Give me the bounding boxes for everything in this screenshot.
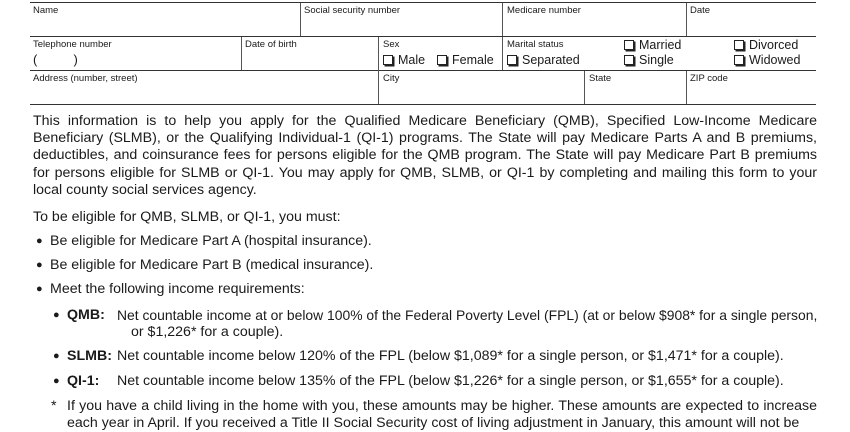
slmb-term: SLMB: xyxy=(67,348,112,364)
bullet-income: Meet the following income requirements: xyxy=(50,281,305,297)
divider xyxy=(686,3,687,36)
marital-single-label: Single xyxy=(639,53,674,67)
bullet-dot-icon: ● xyxy=(36,259,43,271)
intro-paragraph: This information is to help you apply for the Qualified Medicare Beneficiary (QMB), Specified Low-Income Medicare Beneficiary (SLMB), or the Qualifying Individual-1 (QI-1) programs. The State will pay Medicare Parts A and B premiums, deductibles, and coinsurance fees for persons eligible for the QMB program. The State will pay Medicare Part B premiums for persons eligible for SLMB or QI-1. You may apply for QMB, SLMB, or QI-1 by completing and mailing this form to your local county social services agency. xyxy=(33,113,817,198)
divider xyxy=(378,37,379,104)
marital-status-label: Marital status xyxy=(507,39,564,50)
bullet-dot-icon: ● xyxy=(36,283,43,295)
sex-female-option[interactable] xyxy=(437,53,494,67)
form-top-rule xyxy=(30,2,816,3)
bullet-dot-icon: ● xyxy=(36,235,43,247)
qi1-term: QI-1: xyxy=(67,373,100,389)
bullet-dot-icon: ● xyxy=(53,375,60,387)
form-row2-rule xyxy=(30,70,816,71)
qmb-text-line1: Net countable income at or below 100% of the Federal Poverty Level (FPL) (at or below $908* for a single person, xyxy=(117,307,818,323)
checkbox-icon[interactable] xyxy=(734,40,744,50)
medicare-number-label: Medicare number xyxy=(507,5,581,16)
ssn-field-label: Social security number xyxy=(304,5,401,16)
area-code-parens: ( ) xyxy=(33,52,78,67)
sex-field-label: Sex xyxy=(383,39,400,50)
form-row1-rule xyxy=(30,36,816,37)
sex-female-label: Female xyxy=(452,53,494,67)
marital-widowed-label: Widowed xyxy=(749,53,801,67)
slmb-text: Net countable income below 120% of the FPL (below $1,089* for a single person, or $1,471* for a couple). xyxy=(117,348,784,364)
footnote-star: * xyxy=(51,398,57,414)
bullet-dot-icon: ● xyxy=(53,350,60,362)
eligibility-intro: To be eligible for QMB, SLMB, or QI-1, you must: xyxy=(33,209,341,225)
address-field-label: Address (number, street) xyxy=(33,73,138,84)
divider xyxy=(686,71,687,104)
marital-separated-label: Separated xyxy=(522,53,580,67)
checkbox-icon[interactable] xyxy=(624,55,634,65)
state-field-label: State xyxy=(589,73,612,84)
marital-widowed-option[interactable] xyxy=(734,53,800,67)
checkbox-icon[interactable] xyxy=(507,55,517,65)
zip-field-label: ZIP code xyxy=(690,73,728,84)
divider xyxy=(502,37,503,70)
qi1-text: Net countable income below 135% of the FPL (below $1,226* for a single person, or $1,655* for a couple). xyxy=(117,373,784,389)
qmb-term: QMB: xyxy=(67,307,105,323)
city-field-label: City xyxy=(383,73,400,84)
date-field-label: Date xyxy=(690,5,711,16)
name-field-label: Name xyxy=(33,5,59,16)
form-bottom-rule xyxy=(30,104,816,105)
footnote-text: If you have a child living in the home with you, these amounts may be higher. These amounts are expected to increase each year in April. If you received a Title II Social Security cost of living adjustment in January, this amount will not be xyxy=(67,398,817,432)
dob-field-label: Date of birth xyxy=(245,39,297,50)
marital-single-option[interactable] xyxy=(624,53,674,67)
marital-married-option[interactable] xyxy=(624,38,681,52)
bullet-part-b: Be eligible for Medicare Part B (medical insurance). xyxy=(50,257,374,273)
divider xyxy=(584,71,585,104)
checkbox-icon[interactable] xyxy=(734,55,744,65)
divider xyxy=(300,3,301,36)
telephone-field-label: Telephone number xyxy=(33,39,112,50)
sex-male-label: Male xyxy=(398,53,426,67)
bullet-dot-icon: ● xyxy=(53,309,60,321)
marital-divorced-option[interactable] xyxy=(734,38,798,52)
divider xyxy=(502,3,503,36)
checkbox-icon[interactable] xyxy=(383,55,393,65)
qmb-text-line2: or $1,226* for a couple). xyxy=(131,324,284,340)
divider xyxy=(241,37,242,70)
bullet-part-a: Be eligible for Medicare Part A (hospital insurance). xyxy=(50,233,372,249)
sex-male-option[interactable] xyxy=(383,53,425,67)
checkbox-icon[interactable] xyxy=(437,55,447,65)
marital-married-label: Married xyxy=(639,38,682,52)
marital-separated-option[interactable] xyxy=(507,53,580,67)
checkbox-icon[interactable] xyxy=(624,40,634,50)
marital-divorced-label: Divorced xyxy=(749,38,799,52)
